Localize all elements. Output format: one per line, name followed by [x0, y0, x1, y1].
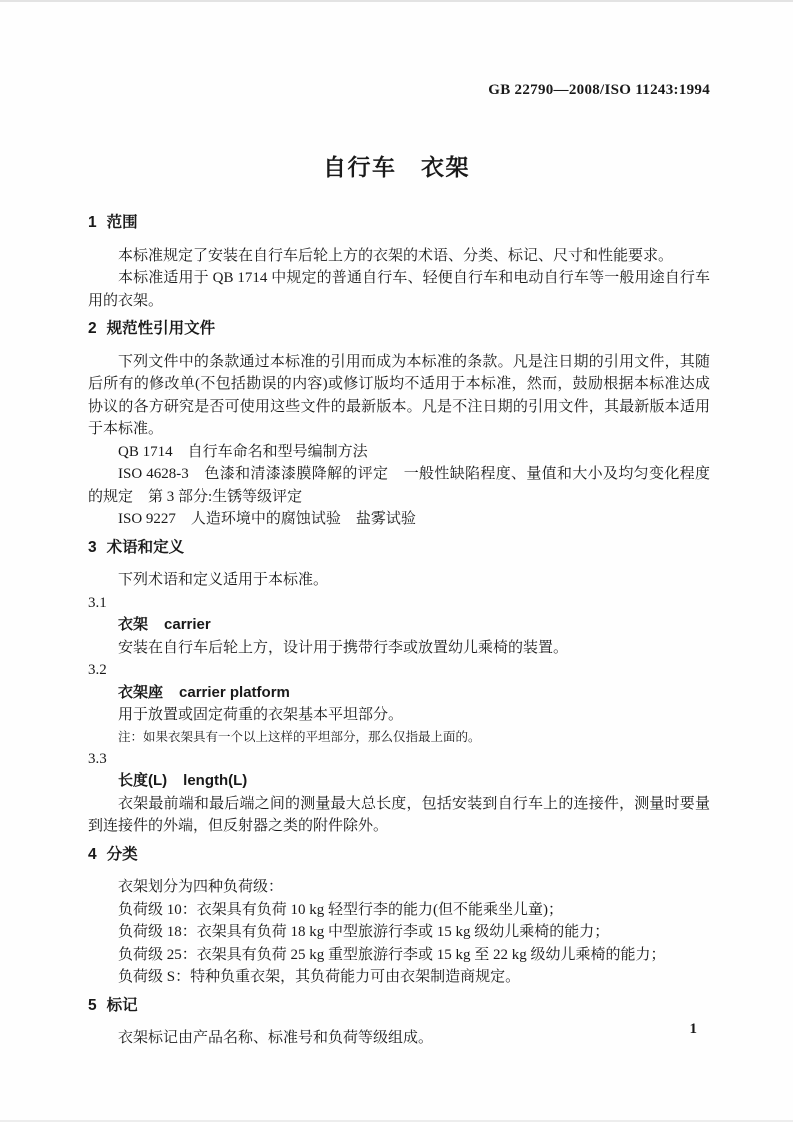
term-definition: 用于放置或固定荷重的衣架基本平坦部分。 — [118, 707, 404, 723]
paragraph: 衣架划分为四种负荷级： — [118, 879, 284, 895]
section-title: 标记 — [106, 996, 138, 1014]
load-class-item: 负荷级 10：衣架具有负荷 10 kg 轻型行李的能力(但不能乘坐儿童)； — [118, 901, 563, 918]
paragraph: 本标准适用于 QB 1714 中规定的普通自行车、轻便自行车和电动自行车等一般用途自行车用的衣架。 — [88, 270, 710, 309]
clause-number: 3.1 — [88, 594, 107, 611]
term-entry — [88, 659, 710, 748]
term-zh: 长度(L) — [118, 772, 168, 789]
term-entry — [88, 592, 710, 660]
section-title: 规范性引用文件 — [106, 320, 216, 337]
document-title: 自行车 衣架 — [323, 154, 470, 180]
paragraph: 下列术语和定义适用于本标准。 — [118, 572, 329, 588]
section-heading — [88, 844, 710, 867]
term-title — [88, 682, 710, 705]
term-title — [88, 770, 710, 793]
reference-item: ISO 4628-3 色漆和清漆漆膜降解的评定 一般性缺陷程度、量值和大小及均匀变化程度的规定 第 3 部分:生锈等级评定 — [88, 466, 710, 505]
section-designation — [88, 995, 710, 1050]
section-normative-references — [88, 318, 710, 531]
section-scope — [88, 212, 710, 312]
section-number: 3 — [88, 538, 97, 556]
reference-item: ISO 9227 人造环境中的腐蚀试验 盐雾试验 — [118, 511, 416, 527]
section-terms-definitions — [88, 537, 710, 838]
term-note: 注：如果衣架具有一个以上这样的平坦部分，那么仅指最上面的。 — [118, 729, 481, 744]
document-body — [88, 212, 710, 1050]
reference-item: QB 1714 自行车命名和型号编制方法 — [118, 443, 368, 460]
section-classification — [88, 844, 710, 989]
clause-number: 3.3 — [88, 750, 107, 767]
load-class-item: 负荷级 25：衣架具有负荷 25 kg 重型旅游行李或 15 kg 至 22 kg 级幼儿乘椅的能力； — [118, 946, 666, 963]
term-zh: 衣架座 — [118, 683, 164, 701]
standard-number-header: GB 22790—2008/ISO 11243:1994 — [488, 82, 710, 98]
section-number: 2 — [88, 320, 97, 337]
paragraph: 本标准规定了安装在自行车后轮上方的衣架的术语、分类、标记、尺寸和性能要求。 — [118, 247, 674, 264]
section-heading — [88, 212, 710, 235]
term-title — [88, 614, 710, 637]
load-class-item: 负荷级 18：衣架具有负荷 18 kg 中型旅游行李或 15 kg 级幼儿乘椅的能力； — [118, 924, 610, 940]
section-heading — [88, 995, 710, 1018]
section-title: 范围 — [106, 214, 138, 231]
section-title: 术语和定义 — [106, 538, 185, 556]
paragraph: 下列文件中的条款通过本标准的引用而成为本标准的条款。凡是注日期的引用文件，其随后所有的修改单(不包括勘误的内容)或修订版均不适用于本标准，然而，鼓励根据本标准达成协议的各方研究是否可使用这些文件的最新版本。凡是不注日期的引用文件，其最新版本适用于本标准。 — [88, 353, 710, 437]
section-title: 分类 — [106, 845, 138, 863]
term-definition: 衣架最前端和最后端之间的测量最大总长度，包括安装到自行车上的连接件，测量时要量到连接件的外端，但反射器之类的附件除外。 — [88, 795, 710, 834]
term-en: carrier — [164, 616, 211, 633]
clause-number: 3.2 — [88, 662, 107, 678]
term-en: carrier platform — [179, 683, 290, 701]
term-en: length(L) — [183, 772, 248, 789]
term-zh: 衣架 — [118, 616, 149, 633]
section-number: 4 — [88, 845, 97, 863]
term-entry — [88, 748, 710, 838]
section-heading — [88, 318, 710, 341]
page-number: 1 — [689, 1021, 697, 1037]
section-number: 1 — [88, 214, 97, 231]
load-class-item: 负荷级 S：特种负重衣架，其负荷能力可由衣架制造商规定。 — [118, 969, 521, 985]
section-heading — [88, 537, 710, 560]
section-number: 5 — [88, 996, 97, 1014]
paragraph: 衣架标记由产品名称、标准号和负荷等级组成。 — [118, 1030, 434, 1046]
term-definition: 安装在自行车后轮上方，设计用于携带行李或放置幼儿乘椅的装置。 — [118, 639, 569, 656]
